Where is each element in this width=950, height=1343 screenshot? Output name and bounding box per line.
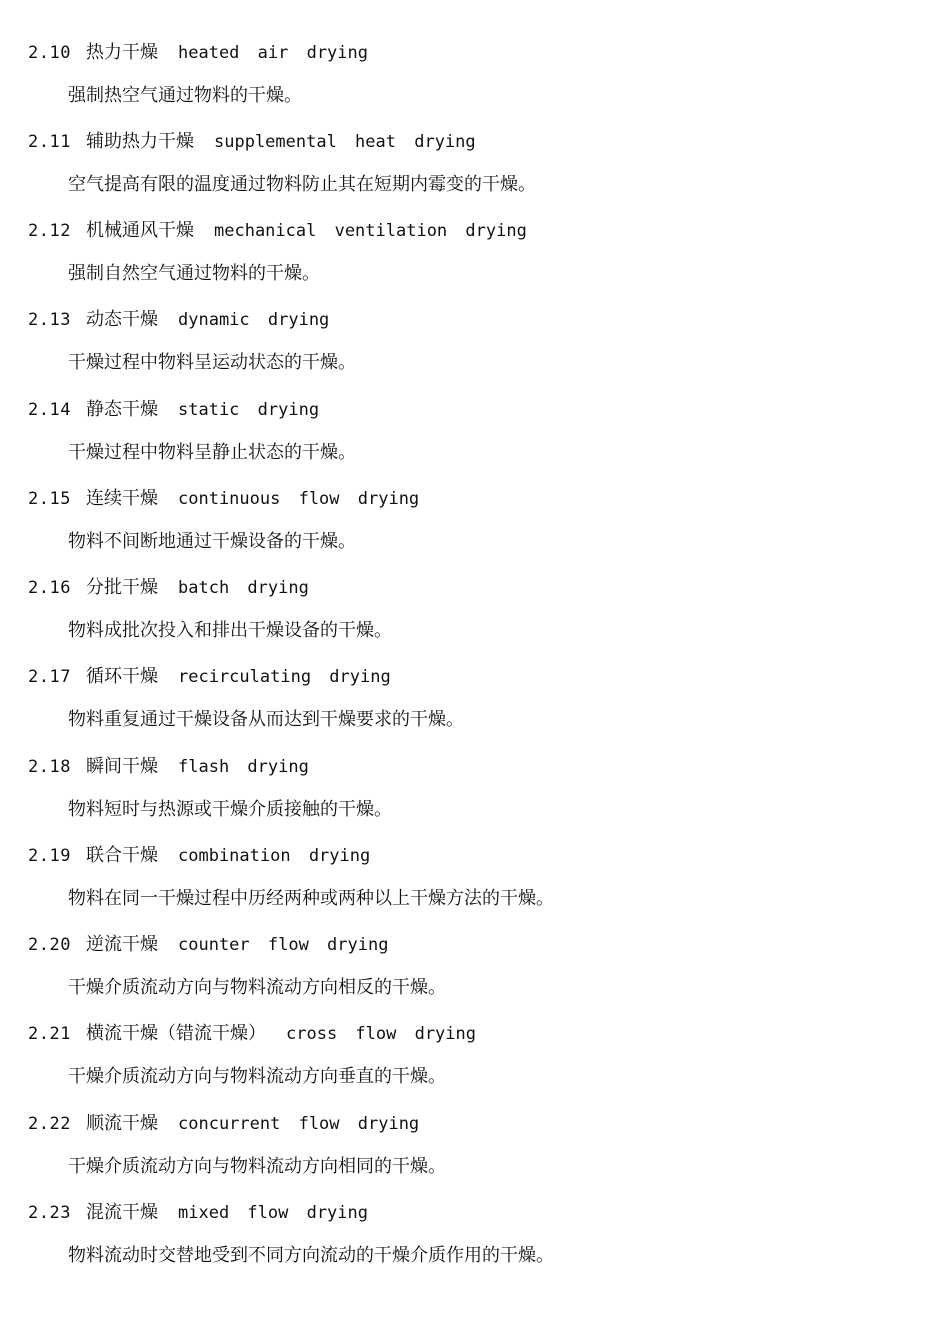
term-english: static drying	[178, 400, 320, 420]
term-chinese: 辅助热力干燥	[86, 131, 194, 152]
term-definition: 干燥介质流动方向与物料流动方向垂直的干燥。	[68, 1066, 446, 1087]
term-definition: 物料短时与热源或干燥介质接触的干燥。	[68, 799, 392, 820]
term-chinese: 分批干燥	[86, 577, 158, 598]
term-heading	[28, 217, 527, 243]
term-heading	[28, 306, 329, 332]
term-english: flash drying	[178, 757, 309, 777]
term-chinese: 动态干燥	[86, 309, 158, 330]
term-definition: 干燥介质流动方向与物料流动方向相同的干燥。	[68, 1156, 446, 1177]
term-heading	[28, 39, 368, 65]
term-number: 2.16	[28, 578, 71, 598]
term-number: 2.20	[28, 935, 71, 955]
term-definition: 干燥过程中物料呈静止状态的干燥。	[68, 442, 356, 463]
term-number: 2.13	[28, 310, 71, 330]
term-english: heated air drying	[178, 43, 368, 63]
term-heading	[28, 485, 419, 511]
term-definition: 物料在同一干燥过程中历经两种或两种以上干燥方法的干燥。	[68, 888, 554, 909]
term-chinese: 联合干燥	[86, 845, 158, 866]
term-definition: 物料成批次投入和排出干燥设备的干燥。	[68, 620, 392, 641]
term-chinese: 顺流干燥	[86, 1113, 158, 1134]
term-heading	[28, 396, 319, 422]
term-chinese: 循环干燥	[86, 666, 158, 687]
term-heading	[28, 574, 309, 600]
term-chinese: 机械通风干燥	[86, 220, 194, 241]
term-heading	[28, 931, 388, 957]
term-number: 2.14	[28, 400, 71, 420]
term-number: 2.21	[28, 1024, 71, 1044]
term-chinese: 连续干燥	[86, 488, 158, 509]
term-number: 2.17	[28, 667, 71, 687]
term-definition: 强制热空气通过物料的干燥。	[68, 85, 302, 106]
term-definition: 干燥过程中物料呈运动状态的干燥。	[68, 352, 356, 373]
term-heading	[28, 1020, 476, 1046]
term-heading	[28, 128, 476, 154]
term-number: 2.23	[28, 1203, 71, 1223]
term-number: 2.11	[28, 132, 71, 152]
term-english: batch drying	[178, 578, 309, 598]
term-number: 2.15	[28, 489, 71, 509]
term-definition: 空气提高有限的温度通过物料防止其在短期内霉变的干燥。	[68, 174, 536, 195]
term-english: counter flow drying	[178, 935, 389, 955]
term-english: recirculating drying	[178, 667, 391, 687]
term-chinese: 静态干燥	[86, 399, 158, 420]
term-chinese: 逆流干燥	[86, 934, 158, 955]
term-chinese: 混流干燥	[86, 1202, 158, 1223]
term-number: 2.10	[28, 43, 71, 63]
term-heading	[28, 1110, 419, 1136]
term-english: mechanical ventilation drying	[214, 221, 527, 241]
term-english: continuous flow drying	[178, 489, 420, 509]
term-heading	[28, 753, 309, 779]
term-number: 2.18	[28, 757, 71, 777]
term-english: concurrent flow drying	[178, 1114, 420, 1134]
term-english: combination drying	[178, 846, 371, 866]
term-heading	[28, 663, 391, 689]
term-chinese: 横流干燥（错流干燥）	[86, 1023, 266, 1044]
term-english: mixed flow drying	[178, 1203, 368, 1223]
term-definition: 物料不间断地通过干燥设备的干燥。	[68, 531, 356, 552]
term-english: dynamic drying	[178, 310, 330, 330]
term-number: 2.19	[28, 846, 71, 866]
term-definition: 干燥介质流动方向与物料流动方向相反的干燥。	[68, 977, 446, 998]
term-chinese: 热力干燥	[86, 42, 158, 63]
term-chinese: 瞬间干燥	[86, 756, 158, 777]
term-definition: 强制自然空气通过物料的干燥。	[68, 263, 320, 284]
term-definition: 物料重复通过干燥设备从而达到干燥要求的干燥。	[68, 709, 464, 730]
term-english: cross flow drying	[286, 1024, 476, 1044]
term-heading	[28, 842, 370, 868]
term-english: supplemental heat drying	[214, 132, 476, 152]
term-heading	[28, 1199, 368, 1225]
term-definition: 物料流动时交替地受到不同方向流动的干燥介质作用的干燥。	[68, 1245, 554, 1266]
term-number: 2.12	[28, 221, 71, 241]
term-number: 2.22	[28, 1114, 71, 1134]
